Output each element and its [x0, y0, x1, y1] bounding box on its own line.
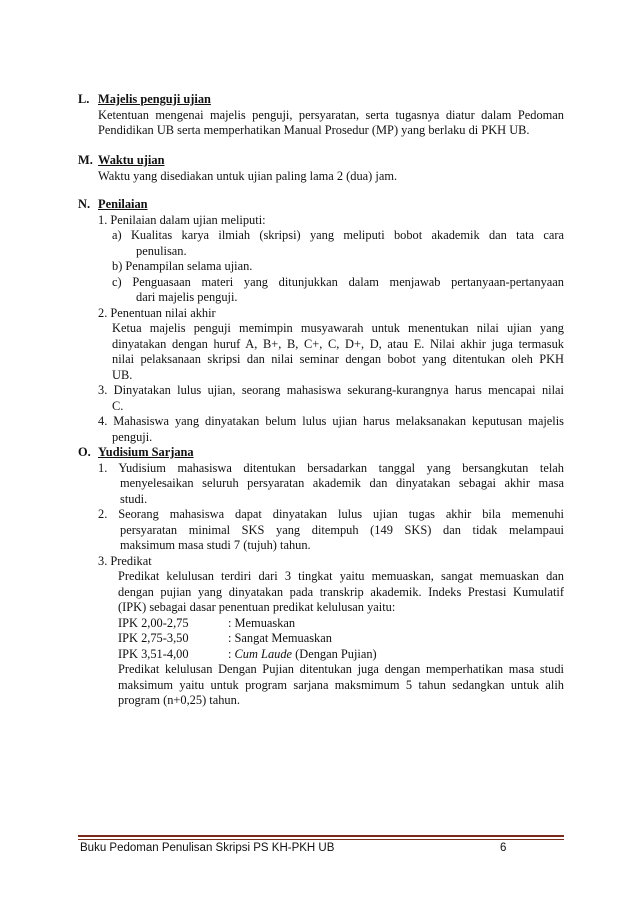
section-title: Yudisium Sarjana: [98, 445, 194, 459]
section-n: [78, 197, 564, 445]
list-item-cont: penguji.: [112, 429, 153, 444]
section-letter: M.: [78, 153, 93, 167]
section-l: [78, 92, 564, 139]
paragraph-line: Waktu yang disediakan untuk ujian paling lama 2 (dua) jam.: [98, 168, 398, 183]
list-item: 1. Penilaian dalam ujian meliputi:: [98, 212, 266, 227]
footer-title: Buku Pedoman Penulisan Skripsi PS KH-PKH UB: [80, 842, 335, 854]
grade-range: IPK 3,51-4,00: [118, 646, 189, 661]
paragraph-line: program (n+0,25) tahun.: [118, 693, 240, 707]
paragraph-line: dinyatakan dengan huruf A, B+, B, C+, C, D+, D, atau E. Nilai akhir juga termasuk: [112, 336, 564, 351]
section-m: [78, 153, 564, 184]
list-item-cont: studi.: [120, 491, 148, 506]
footer-rule: [78, 835, 564, 837]
section-letter: L.: [78, 92, 90, 106]
paragraph-line: Ketentuan mengenai majelis penguji, persyaratan, serta tugasnya diatur dalam Pedoman: [98, 107, 564, 122]
list-item-cont: C.: [112, 398, 124, 413]
grade-label-suffix: (Dengan Pujian): [292, 646, 377, 661]
sub-list-item-cont: penulisan.: [136, 243, 187, 258]
paragraph-line: nilai pelaksanaan skripsi dan nilai seminar dengan bobot yang ditentukan oleh PKH: [112, 352, 564, 366]
grade-range: IPK 2,75-3,50: [118, 631, 189, 645]
list-item: 3. Dinyatakan lulus ujian, seorang mahasiswa sekurang-kurangnya harus mencapai nilai: [98, 383, 564, 397]
sub-list-item: c) Penguasaan materi yang ditunjukkan dalam menjawab pertanyaan-pertanyaan: [112, 274, 564, 289]
sub-list-item: b) Penampilan selama ujian.: [112, 259, 253, 273]
grade-label: : Sangat Memuaskan: [228, 631, 332, 645]
list-item-cont: maksimum masa studi 7 (tujuh) tahun.: [120, 538, 311, 552]
section-letter: N.: [78, 197, 91, 211]
list-item-cont: menyelesaikan seluruh persyaratan akademik dan dinyatakan sebagai akhir masa: [120, 476, 564, 490]
grade-label: : Memuaskan: [228, 615, 296, 630]
footer-rule-thin: [78, 839, 564, 840]
list-item: 4. Mahasiswa yang dinyatakan belum lulus ujian harus melaksanakan keputusan majelis: [98, 414, 564, 428]
list-item-cont: persyaratan minimal SKS yang ditempuh (149 SKS) dan tidak melampaui: [120, 522, 564, 537]
paragraph-line: Ketua majelis penguji memimpin musyawarah untuk menentukan nilai ujian yang: [112, 321, 564, 335]
paragraph-line: Predikat kelulusan Dengan Pujian ditentukan juga dengan memperhatikan masa studi: [118, 662, 564, 676]
paragraph-line: maksimum yaitu untuk program sarjana maksmimum 5 tahun sedangkan untuk alih: [118, 677, 564, 692]
sub-list-item: a) Kualitas karya ilmiah (skripsi) yang meliputi bobot akademik dan tata cara: [112, 228, 564, 242]
grade-row: [118, 631, 564, 647]
page-number: 6: [500, 842, 507, 854]
paragraph-line: (IPK) sebagai dasar penentuan predikat kelulusan yaitu:: [118, 600, 396, 614]
page-footer: [80, 842, 562, 854]
list-item: 2. Penentuan nilai akhir: [98, 305, 216, 320]
paragraph-line: dengan pujian yang dinyatakan pada transkrip akademik. Indeks Prestasi Kumulatif: [118, 584, 564, 599]
sub-list-item-cont: dari majelis penguji.: [136, 290, 238, 304]
paragraph-line: UB.: [112, 367, 133, 382]
grade-label-prefix: :: [228, 646, 235, 661]
list-item: 2. Seorang mahasiswa dapat dinyatakan lulus ujian tugas akhir bila memenuhi: [98, 507, 564, 521]
section-title: Majelis penguji ujian: [98, 92, 211, 106]
paragraph-line: Pendidikan UB serta memperhatikan Manual Prosedur (MP) yang berlaku di PKH UB.: [98, 123, 530, 137]
list-item: 3. Predikat: [98, 553, 152, 568]
grade-row: [118, 616, 564, 632]
grade-row: [118, 647, 564, 663]
grade-label-italic: Cum Laude: [234, 646, 293, 661]
paragraph-line: Predikat kelulusan terdiri dari 3 tingkat yaitu memuaskan, sangat memuaskan dan: [118, 569, 564, 583]
section-o: [78, 445, 564, 709]
list-item: 1. Yudisium mahasiswa ditentukan bersadarkan tanggal yang bersangkutan telah: [98, 460, 564, 475]
section-title: Penilaian: [98, 197, 148, 211]
grade-range: IPK 2,00-2,75: [118, 615, 189, 630]
section-letter: O.: [78, 445, 91, 459]
section-title: Waktu ujian: [98, 153, 165, 167]
